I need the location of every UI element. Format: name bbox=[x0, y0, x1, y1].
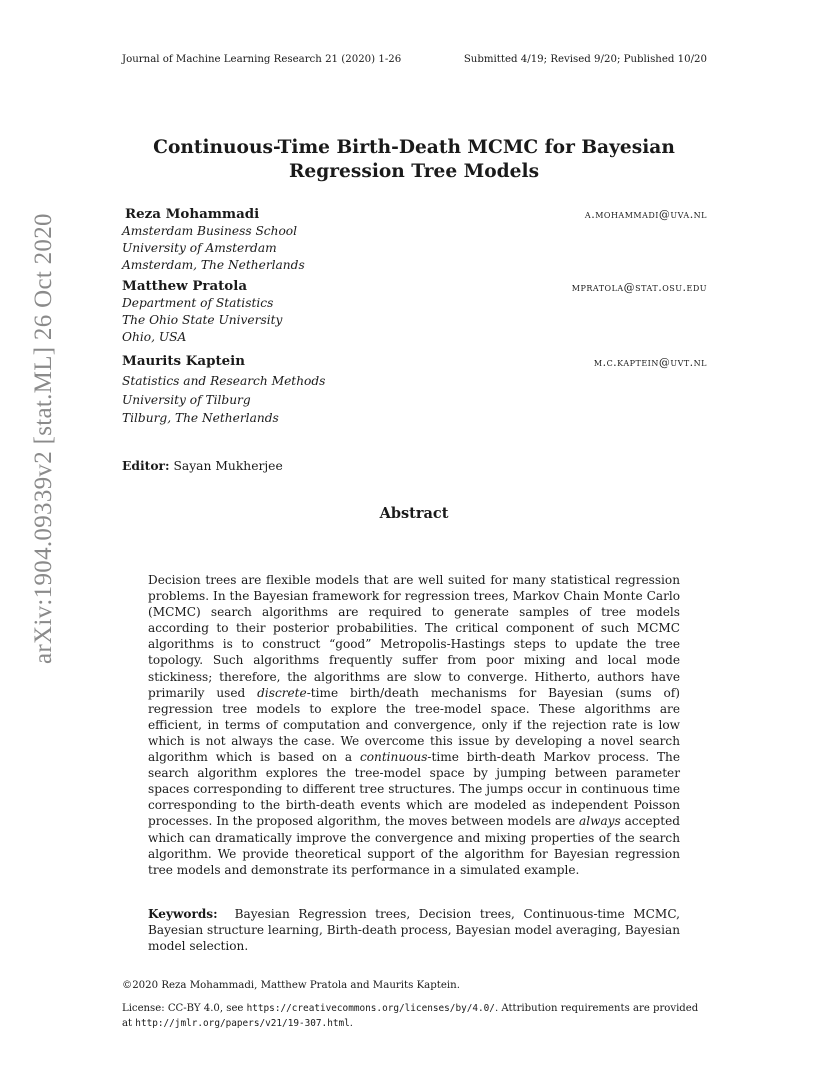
copyright-notice: ©2020 Reza Mohammadi, Matthew Pratola and Maurits Kaptein. bbox=[122, 980, 460, 991]
affiliation-line: University of Amsterdam bbox=[122, 241, 277, 255]
abstract-emphasis: continuous bbox=[359, 750, 428, 765]
affiliation-line: The Ohio State University bbox=[122, 313, 283, 327]
license-link[interactable]: https://creativecommons.org/licenses/by/4.0/ bbox=[246, 1003, 495, 1014]
abstract-emphasis: always bbox=[579, 814, 621, 829]
affiliation-line: Statistics and Research Methods bbox=[122, 374, 326, 388]
keywords bbox=[148, 906, 680, 955]
author-email[interactable]: a.mohammadi@uva.nl bbox=[584, 208, 707, 221]
journal-running-head: Journal of Machine Learning Research 21 (2020) 1-26 bbox=[122, 54, 402, 65]
affiliation-line: Ohio, USA bbox=[122, 330, 187, 344]
author-name: Matthew Pratola bbox=[122, 278, 247, 294]
abstract-text: Decision trees are flexible models that are well suited for many statistical regression problems. In the Bayesian framework for regression trees, Markov Chain Monte Carlo (MCMC) search algorithms are required to generate samples of tree models according to their posterior probabilities. The critical component of such MCMC algorithms is to construct “good” Metropolis-Hastings steps to update the tree topology. Such algorithms frequently suffer from poor mixing and local mode stickiness; therefore, the algorithms are slow to converge. Hitherto, authors have primarily used bbox=[148, 573, 680, 700]
affiliation-line: Amsterdam, The Netherlands bbox=[122, 258, 305, 272]
attribution-link[interactable]: http://jmlr.org/papers/v21/19-307.html bbox=[135, 1018, 350, 1029]
author-name: Maurits Kaptein bbox=[122, 353, 245, 369]
keywords-label: Keywords: bbox=[148, 907, 218, 921]
author-affiliation bbox=[122, 223, 305, 274]
abstract-text: -time birth-death Markov process. The search algorithm explores the tree-model space by jumping between parameter spaces corresponding to different tree structures. The jumps occur in continuous time corresponding to the birth-death events which are modeled as independent Poisson processes. In the proposed algorithm, the moves between models are bbox=[148, 750, 680, 829]
affiliation-line: University of Tilburg bbox=[122, 392, 251, 407]
author-email[interactable]: m.c.kaptein@uvt.nl bbox=[593, 356, 707, 369]
arxiv-stamp-text: arXiv:1904.09339v2 [stat.ML] 26 Oct 2020 bbox=[30, 213, 57, 664]
license-text: . Attribution requirements are provided at bbox=[122, 1003, 699, 1029]
title-line-2: Regression Tree Models bbox=[288, 161, 540, 182]
affiliation-line: Amsterdam Business School bbox=[122, 224, 298, 238]
author-email[interactable]: mpratola@stat.osu.edu bbox=[571, 281, 707, 294]
license-text: License: CC-BY 4.0, see bbox=[122, 1003, 247, 1014]
abstract-text: -time birth/death mechanisms for Bayesian (sums of) regression tree models to explore the tree-model space. These algorithms are efficient, in terms of computation and convergence, only if the rejection rate is low which is not always the case. We overcome this issue by developing a novel search algorithm which is based on a bbox=[148, 685, 680, 765]
author-name: Reza Mohammadi bbox=[125, 206, 260, 222]
license-notice bbox=[122, 1001, 708, 1031]
author-affiliation bbox=[122, 295, 282, 346]
abstract-emphasis: discrete bbox=[257, 685, 307, 700]
affiliation-line: Department of Statistics bbox=[122, 296, 274, 310]
submission-dates: Submitted 4/19; Revised 9/20; Published 10/20 bbox=[463, 54, 707, 65]
editor-line bbox=[122, 458, 283, 473]
affiliation-line: Tilburg, The Netherlands bbox=[122, 411, 279, 425]
paper-title bbox=[122, 136, 706, 184]
title-line-1: Continuous-Time Birth-Death MCMC for Bayesian bbox=[153, 137, 675, 158]
abstract-text: accepted which can dramatically improve the convergence and mixing properties of the search algorithm. We provide theoretical support of the algorithm for Bayesian regression tree models and demonstrate its performance in a simulated example. bbox=[148, 814, 680, 877]
editor-name: Sayan Mukherjee bbox=[173, 459, 283, 473]
license-text: . bbox=[349, 1018, 353, 1029]
author-affiliation bbox=[122, 372, 325, 428]
editor-label: Editor: bbox=[122, 458, 170, 473]
keywords-text: Bayesian Regression trees, Decision trees, Continuous-time MCMC, Bayesian structure learning, Birth-death process, Bayesian model averaging, Bayesian model selection. bbox=[148, 907, 680, 954]
abstract-body bbox=[148, 572, 680, 878]
abstract-heading: Abstract bbox=[379, 505, 449, 522]
